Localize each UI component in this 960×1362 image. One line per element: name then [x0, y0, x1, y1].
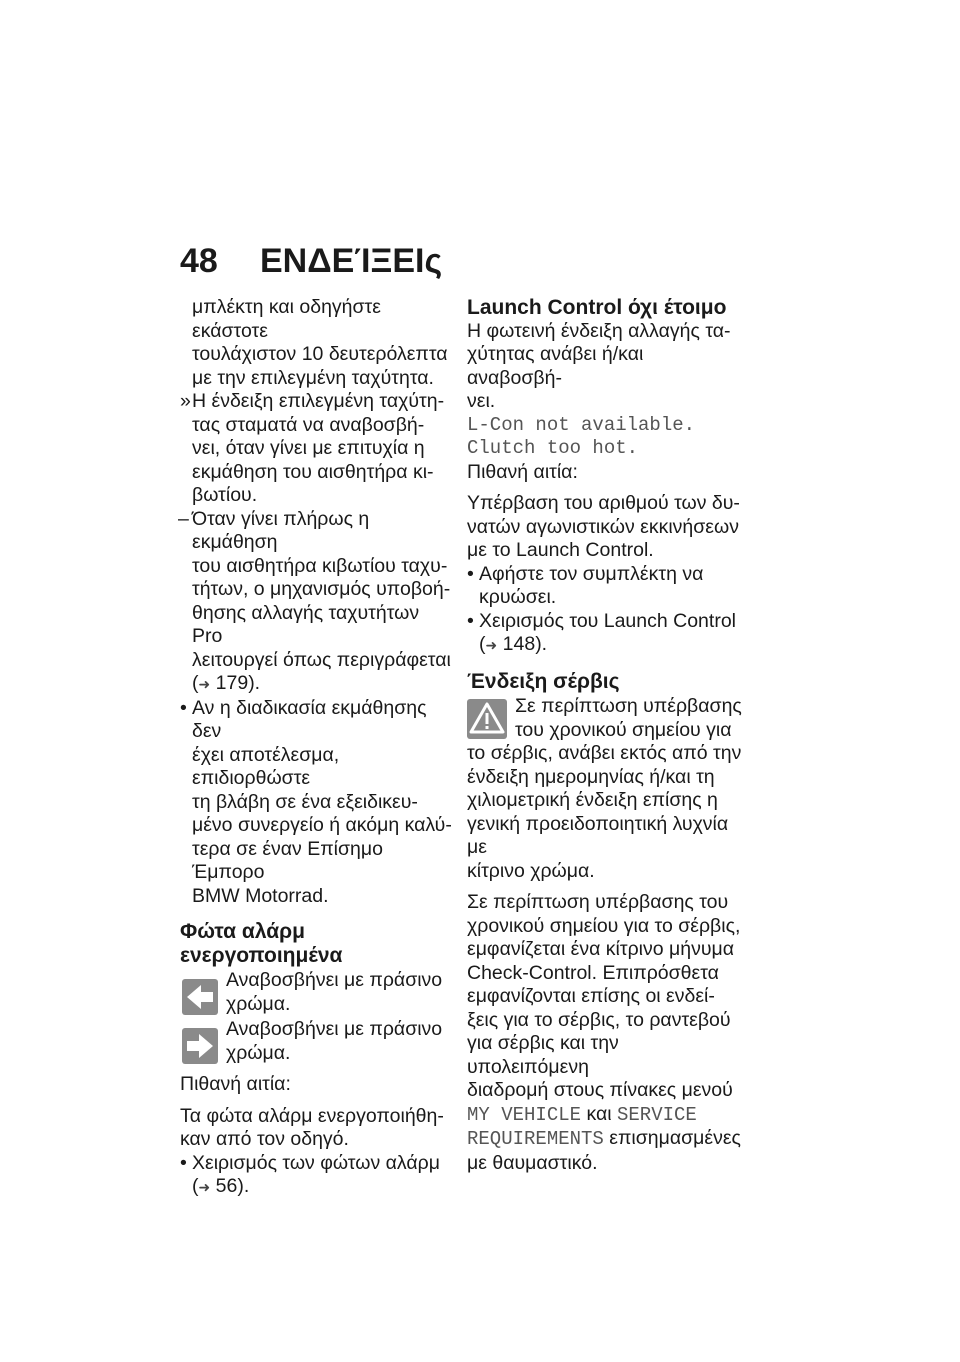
service-heading: Ένδειξη σέρβις	[467, 669, 620, 693]
page-number: 48	[180, 242, 218, 280]
bullet-item: • Αν η διαδικασία εκμάθησης δεν έχει αποτέλεσμα, επιδιορθώστε τη βλάβη σε ένα εξειδικευ- μένο συνεργείο ή ακόμη καλύ- τερα σε έναν Επίσημο Έμπορο BMW Motorrad.	[180, 696, 452, 907]
menu-name: REQUIREMENTS	[467, 1128, 604, 1150]
page-reference-arrow-icon: ➜	[198, 1179, 211, 1195]
launch-control-heading: Launch Control όχι έτοιμο	[467, 296, 727, 319]
dash-marker: –	[178, 507, 189, 530]
left-column: μπλέκτη και οδηγήστε εκάστοτε τουλάχιστον 10 δευτερόλεπτα με την επιλεγμένη ταχύτητα. » Η ένδειξη επιλεγμένη ταχύτη- τας σταματά να αναβοσβή- νει, όταν γίνει με επιτυχία η εκμάθηση του αισθητήρα κι- βωτίου. – Όταν γίνει πλήρως η εκμάθηση του αισθητήρα κιβωτίου ταχυ- τήτων, ο μηχανισμός υποβοή- θησης αλλαγής ταχυτήτων Pro λειτουργεί όπως περιγράφεται (➜ 179). • Αν η διαδικασία εκμάθησης δεν έχει αποτέλεσμα, επιδιορθώστε τη βλάβη σε ένα εξειδικευ- μένο συνεργείο ή ακόμη καλύ- τερα σε έναν Επίσημο Έμπορο BMW Motorrad. Φώτα αλάρμ ενεργοποιημένα Αναβοσβήνει με πράσινο χρώμα. Αναβοσβήνει με πράσινο χρώμα. Πιθανή αιτία: Τα φώτα αλάρμ ενεργοποιήθη- καν από τον οδηγό. • Χειρισμός των φώτων αλάρμ (➜ 56).	[180, 296, 452, 1200]
menu-name: SERVICE	[617, 1103, 697, 1126]
page-ref[interactable]: (➜ 148).	[479, 633, 742, 658]
left-indicator-row: Αναβοσβήνει με πράσινο χρώμα.	[180, 969, 452, 1016]
right-indicator-row: Αναβοσβήνει με πράσινο χρώμα.	[180, 1018, 452, 1065]
section-title: ΕΝΔΕΊΞΕΙς	[260, 242, 443, 280]
bullet-item: • Χειρισμός του Launch Control (➜ 148).	[467, 610, 742, 658]
right-column: Launch Control όχι έτοιμο Η φωτεινή ένδειξη αλλαγής τα- χύτητας ανάβει ή/και αναβοσβή- νει. L-Con not available. Clutch too hot. Πιθανή αιτία: Υπέρβαση του αριθμού των δυ- νατών αγωνιστικών εκκινήσεων με το Launch Control. • Αφήστε τον συμπλέκτη να κρυώσει. • Χειρισμός του Launch Control (➜ 148). Ένδειξη σέρβις Σε περίπτωση υπέρβασης του χρονικού σημείου για το σέρβις, ανάβει εκτός από την ένδειξη ημερομηνίας ή/και τη χιλιομετρική ένδειξη επίσης η γενική προειδοποιητική λυχνία με κίτρινο χρώμα. Σε περίπτωση υπέρβασης του χρονικού σημείου για το σέρβις, εμφανίζεται ένα κίτρινο μήνυμα Check-Control. Επιπρόσθετα εμφανίζονται επίσης οι ενδεί- ξεις για το σέρβις, το ραντεβού για σέρβις και την υπολειπόμενη διαδρομή στους πίνακες μενού MY VEHICLE και SERVICE REQUIREMENTS επισημασμένες με θαυμαστικό.	[467, 296, 742, 1174]
continued-step: μπλέκτη και οδηγήστε εκάστοτε τουλάχιστον 10 δευτερόλεπτα με την επιλεγμένη ταχύτητα.	[192, 296, 448, 389]
cause-label: Πιθανή αιτία:	[467, 460, 578, 483]
warning-triangle-icon	[467, 699, 507, 739]
bullet-item: • Χειρισμός των φώτων αλάρμ (➜ 56).	[180, 1152, 452, 1200]
display-message: L-Con not available.	[467, 413, 696, 436]
arrow-left-indicator-icon	[182, 979, 218, 1015]
page-ref[interactable]: (➜ 179).	[192, 672, 452, 697]
dash-item: – Όταν γίνει πλήρως η εκμάθηση του αισθητήρα κιβωτίου ταχυ- τήτων, ο μηχανισμός υποβοή- θησης αλλαγής ταχυτήτων Pro λειτουργεί όπως περιγράφεται (➜ 179).	[180, 508, 452, 697]
hazard-lights-heading: Φώτα αλάρμ ενεργοποιημένα	[180, 920, 343, 967]
display-message: Clutch too hot.	[467, 437, 639, 459]
bullet-marker: •	[180, 696, 187, 719]
page-header	[180, 242, 442, 281]
result-item: » Η ένδειξη επιλεγμένη ταχύτη- τας σταματά να αναβοσβή- νει, όταν γίνει με επιτυχία η εκμάθηση του αισθητήρα κι- βωτίου.	[180, 390, 445, 506]
page-reference-arrow-icon: ➜	[198, 676, 211, 692]
bullet-item: • Αφήστε τον συμπλέκτη να κρυώσει.	[467, 562, 704, 608]
arrow-right-indicator-icon	[182, 1028, 218, 1064]
page-reference-arrow-icon: ➜	[485, 637, 498, 653]
page-ref[interactable]: (➜ 56).	[192, 1175, 452, 1200]
result-marker: »	[180, 390, 191, 412]
menu-name: MY VEHICLE	[467, 1103, 582, 1126]
cause-label: Πιθανή αιτία:	[180, 1073, 291, 1095]
service-warning: Σε περίπτωση υπέρβασης του χρονικού σημείου για	[467, 695, 742, 742]
